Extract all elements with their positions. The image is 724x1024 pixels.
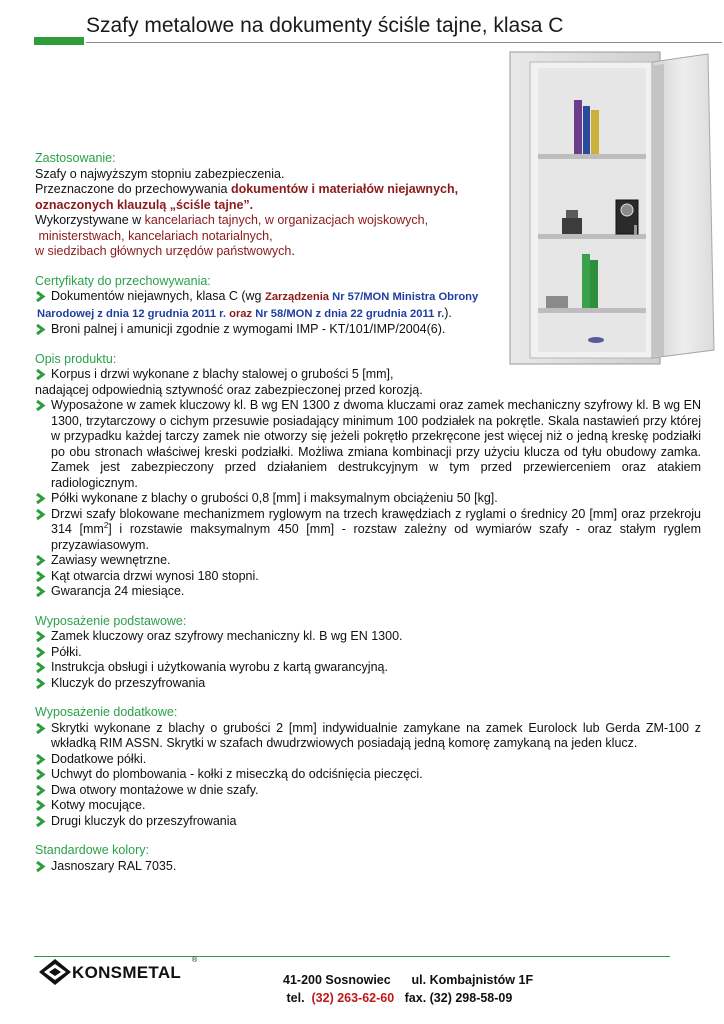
chevron-right-icon: [35, 800, 46, 811]
chevron-right-icon: [35, 647, 46, 658]
list-item: [35, 859, 701, 875]
konsmetal-logo-icon: [38, 958, 72, 986]
section-heading-dodatkowe: Wyposażenie dodatkowe:: [35, 705, 178, 719]
text-span: Zamek kluczowy oraz szyfrowy mechaniczny kl. B wg EN 1300.: [51, 629, 403, 643]
text-line: [35, 198, 701, 214]
page-title: Szafy metalowe na dokumenty ściśle tajne, klasa C: [86, 14, 564, 37]
highlight-text: Narodowej z dnia 12 grudnia 2011 r.: [37, 307, 227, 320]
section-heading-podstawowe: Wyposażenie podstawowe:: [35, 613, 187, 628]
list-item: [35, 645, 701, 661]
text-span: Uchwyt do plombowania - kołki z miseczką do odciśnięcia pieczęci.: [51, 767, 423, 781]
list-item: [35, 783, 701, 799]
footer-city: 41-200 Sosnowiec: [283, 973, 391, 987]
text-span: Kluczyk do przeszyfrowania: [51, 675, 206, 690]
phone-number: (32) 263-62-60: [311, 991, 395, 1005]
list-item: [35, 798, 701, 814]
list-item: [35, 398, 701, 491]
text-line: ministerstwach, kancelariach notarialnych,: [35, 228, 273, 243]
chevron-right-icon: [35, 509, 46, 520]
chevron-right-icon: [35, 324, 46, 335]
list-item: [35, 676, 701, 692]
highlight-text: oraz: [226, 307, 256, 320]
text-line: [35, 244, 701, 260]
list-item: [35, 721, 701, 752]
list-item: [35, 814, 701, 830]
footer-address: [283, 973, 533, 987]
text-span: Przeznaczone do przechowywania: [35, 182, 231, 196]
list-item: [35, 752, 701, 768]
chevron-right-icon: [35, 291, 46, 302]
section-heading-opis: Opis produktu:: [35, 351, 117, 366]
highlight-text: w siedzibach głównych urzędów państwowych: [35, 244, 292, 258]
chevron-right-icon: [35, 631, 46, 642]
text-span: Drzwi szafy blokowane mechanizmem ryglowym na trzech krawędziach z ryglami o średnicy 20 [mm] oraz przekroju 314 [mm: [51, 506, 701, 536]
highlight-text: oznaczonych klauzulą „ściśle tajne”: [35, 197, 250, 212]
text-span: Gwarancja 24 miesiące.: [51, 584, 185, 598]
chevron-right-icon: [35, 662, 46, 673]
text-span: Kąt otwarcia drzwi wynosi 180 stopni.: [51, 568, 259, 583]
list-item: [35, 289, 701, 306]
chevron-right-icon: [35, 678, 46, 689]
chevron-right-icon: [35, 723, 46, 734]
text-line: [35, 182, 701, 198]
chevron-right-icon: [35, 369, 46, 380]
list-item: [35, 629, 701, 645]
list-item: [35, 660, 701, 676]
chevron-right-icon: [35, 571, 46, 582]
text-span: Skrytki wykonane z blachy o grubości 2 [mm] indywidualnie zamykane na zamek Eurolock lub Gerda ZM-100 z wkładką RIM ASSN. Skrytki w szafach dwudrzwiowych posiadają jedną komorę zamykaną na jeden klucz.: [51, 720, 701, 750]
list-item: [35, 491, 701, 507]
footer-street: ul. Kombajnistów 1F: [411, 973, 534, 987]
text-span: .: [249, 197, 254, 212]
list-item: [35, 767, 701, 783]
chevron-right-icon: [35, 586, 46, 597]
text-line: [35, 213, 701, 229]
section-heading-zastosowanie: Zastosowanie:: [35, 151, 116, 165]
fax-number: fax. (32) 298-58-09: [404, 991, 513, 1005]
highlight-text: kancelariach tajnych, w organizacjach wojskowych,: [144, 213, 429, 227]
text-line: nadającej odpowiednią sztywność oraz zabezpieczonej przed korozją.: [35, 382, 423, 397]
chevron-right-icon: [35, 861, 46, 872]
list-item: [35, 553, 701, 569]
tel-label: tel.: [286, 991, 305, 1005]
title-accent-bar: [34, 37, 84, 45]
chevron-right-icon: [35, 754, 46, 765]
text-span: Instrukcja obsługi i użytkowania wyrobu z kartą gwarancyjną.: [51, 660, 388, 674]
text-span: Broni palnej i amunicji zgodnie z wymogami IMP - KT/101/IMP/2004(6).: [51, 322, 446, 336]
company-logo-text: KONSMETAL: [72, 963, 182, 982]
chevron-right-icon: [35, 555, 46, 566]
highlight-text: Nr 57/MON Ministra Obrony: [332, 291, 479, 303]
footer-contact: [283, 991, 512, 1005]
list-item: [35, 322, 701, 338]
list-item: [35, 569, 701, 585]
text-span: Drugi kluczyk do przeszyfrowania: [51, 813, 237, 828]
list-item: [35, 507, 701, 554]
text-span: .: [291, 244, 295, 258]
section-heading-kolory: Standardowe kolory:: [35, 843, 149, 857]
text-span: Dokumentów niejawnych, klasa C (wg: [51, 289, 265, 303]
title-divider: [86, 42, 722, 43]
text-span: Dodatkowe półki.: [51, 751, 147, 766]
highlight-text: Nr 58/MON z dnia 22 grudnia 2011 r.: [255, 307, 445, 320]
highlight-text: Zarządzenia: [264, 291, 333, 303]
text-span: Wykorzystywane w: [35, 213, 145, 227]
chevron-right-icon: [35, 400, 46, 411]
chevron-right-icon: [35, 769, 46, 780]
text-span: Dwa otwory montażowe w dnie szafy.: [51, 782, 259, 797]
list-item: [35, 367, 701, 383]
text-span: ).: [444, 305, 452, 320]
text-span: ] i rozstawie maksymalnym 450 [mm] - rozstaw zależny od wymiarów szafy - oraz stałym ryglem przyzawiasowym.: [51, 522, 701, 552]
list-item: [35, 584, 701, 600]
main-content: [35, 151, 701, 874]
text-span: Półki wykonane z blachy o grubości 0,8 [mm] i maksymalnym obciążeniu 50 [kg].: [51, 491, 498, 505]
text-span: Kotwy mocujące.: [51, 798, 146, 812]
registered-mark: ®: [192, 957, 198, 964]
chevron-right-icon: [35, 493, 46, 504]
section-heading-certyfikaty: Certyfikaty do przechowywania:: [35, 273, 211, 288]
text-span: Korpus i drzwi wykonane z blachy stalowej o grubości 5 [mm],: [51, 367, 394, 381]
text-line: [35, 306, 701, 323]
chevron-right-icon: [35, 816, 46, 827]
footer-divider: [34, 956, 670, 957]
text-span: Półki.: [51, 644, 82, 659]
highlight-text: dokumentów i materiałów niejawnych,: [230, 182, 459, 196]
text-line: Szafy o najwyższym stopniu zabezpieczenia.: [35, 166, 285, 181]
text-span: Wyposażone w zamek kluczowy kl. B wg EN 1300 z dwoma kluczami oraz zamek mechaniczny szyfrowy kl. B wg EN 1300, trzytarczowy o cichym przesuwie posiadający minimum 100 podziałek na pokrętle. Skala nastawień przy której w przypadku każdej tarczy zamek nie otworzy się jeżeli pokrętło przekręcone jest więcej niż o jedną kreskę podziałki po obu stronach właściwej kreski podziałki. Możliwa zmiana kombinacji przy użyciu klucza od tyłu obudowy zamka. Zamek jest zabezpieczony przed działaniem destrukcyjnym w tym przed przewierceniem oraz atakiem radiologicznym.: [51, 398, 701, 490]
text-span: Zawiasy wewnętrzne.: [51, 553, 171, 567]
chevron-right-icon: [35, 785, 46, 796]
superscript: 2: [103, 520, 109, 530]
text-span: Jasnoszary RAL 7035.: [51, 858, 177, 873]
